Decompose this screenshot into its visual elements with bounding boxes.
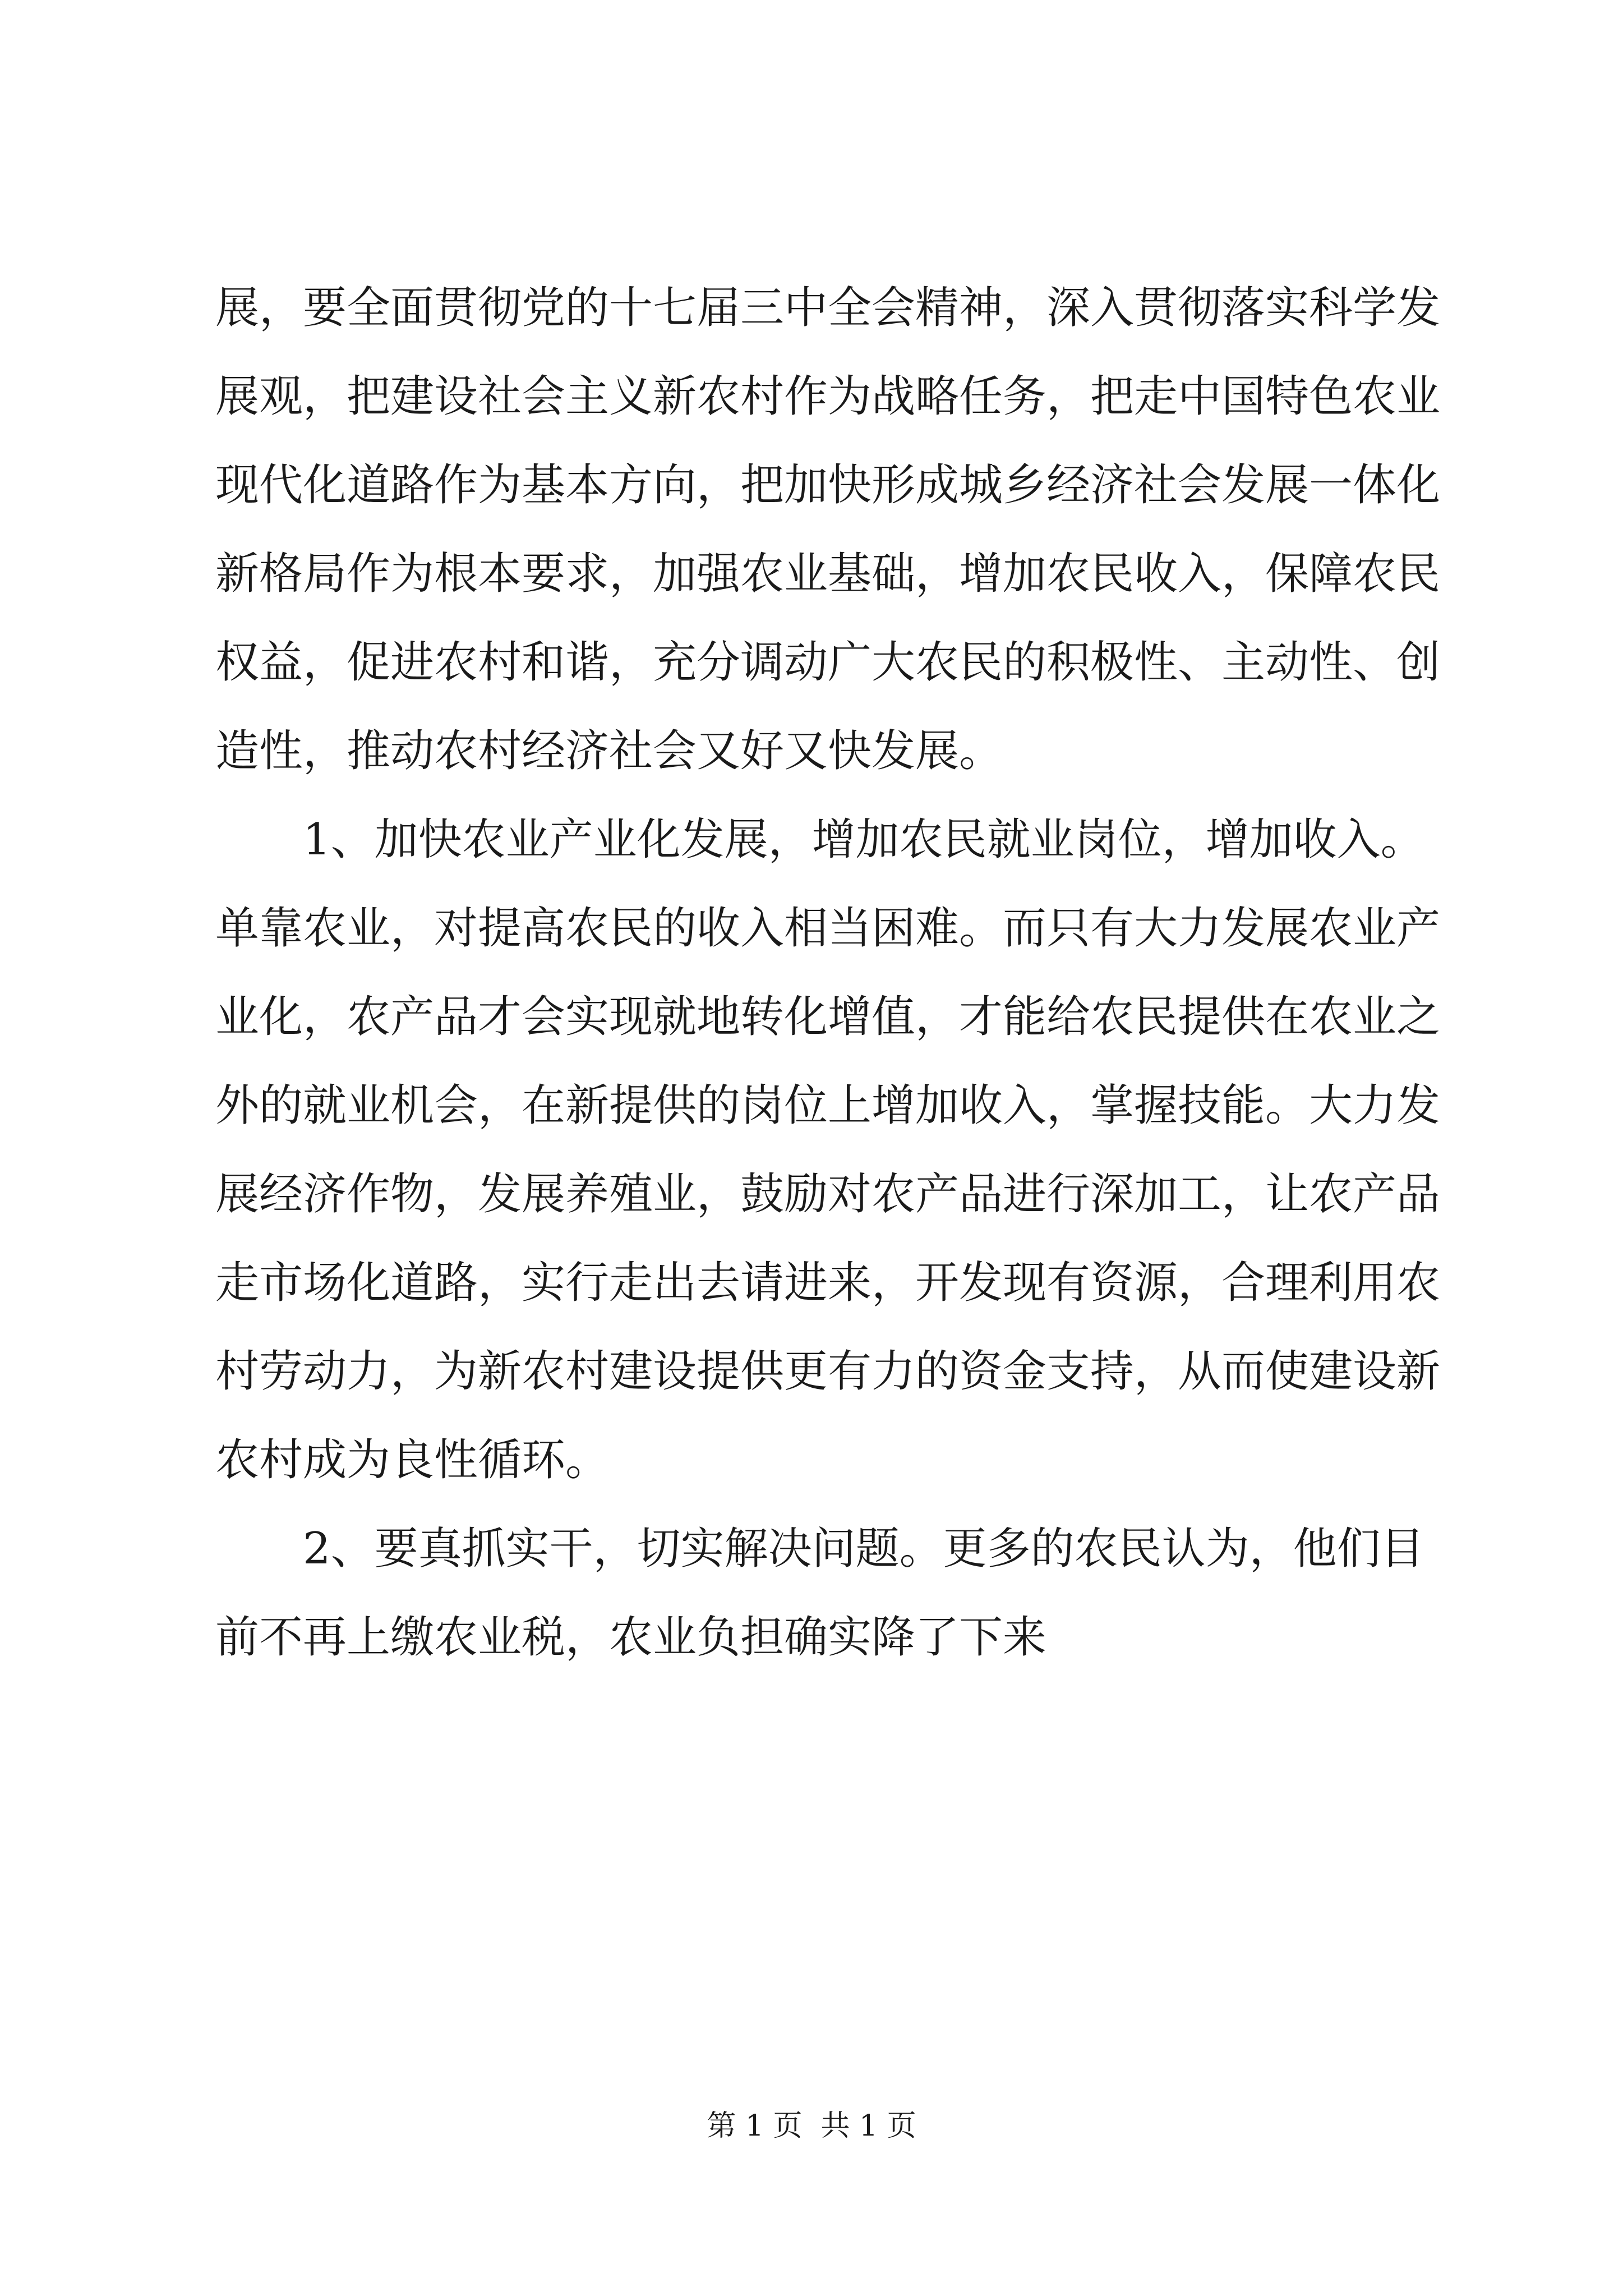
text-line: 造性，推动农村经济社会又好又快发展。 xyxy=(215,726,1003,776)
text-line: 展观，把建设社会主义新农村作为战略任务，把走中国特色农业 xyxy=(215,371,1441,422)
text-line: 新格局作为根本要求，加强农业基础，增加农民收入，保障农民 xyxy=(215,549,1441,599)
text-line: 外的就业机会，在新提供的岗位上增加收入，掌握技能。大力发 xyxy=(215,1080,1441,1131)
text-line: 前不再上缴农业税，农业负担确实降了下来 xyxy=(215,1612,1047,1663)
page-number-footer: 第 1 页 共 1 页 xyxy=(707,2109,916,2143)
text-line: 村劳动力，为新农村建设提供更有力的资金支持，从而使建设新 xyxy=(215,1346,1441,1397)
text-line: 走市场化道路，实行走出去请进来，开发现有资源，合理利用农 xyxy=(215,1258,1441,1308)
text-line: 单靠农业，对提高农民的收入相当困难。而只有大力发展农业产 xyxy=(215,903,1441,954)
text-line: 权益，促进农村和谐，充分调动广大农民的积极性、主动性、创 xyxy=(215,637,1441,688)
paragraph-heading-2: 2、要真抓实干，切实解决问题。更多的农民认为，他们目 xyxy=(303,1524,1424,1574)
document-body xyxy=(215,264,1441,1682)
paragraph-heading-1: 1、加快农业产业化发展，增加农民就业岗位，增加收入。 xyxy=(303,815,1424,865)
text-line: 现代化道路作为基本方向，把加快形成城乡经济社会发展一体化 xyxy=(215,460,1441,510)
text-line: 业化，农产品才会实现就地转化增值，才能给农民提供在农业之 xyxy=(215,992,1441,1042)
text-line: 农村成为良性循环。 xyxy=(215,1435,610,1485)
text-line: 展经济作物，发展养殖业，鼓励对农产品进行深加工，让农产品 xyxy=(215,1169,1441,1220)
text-line: 展，要全面贯彻党的十七届三中全会精神，深入贯彻落实科学发 xyxy=(215,283,1441,333)
